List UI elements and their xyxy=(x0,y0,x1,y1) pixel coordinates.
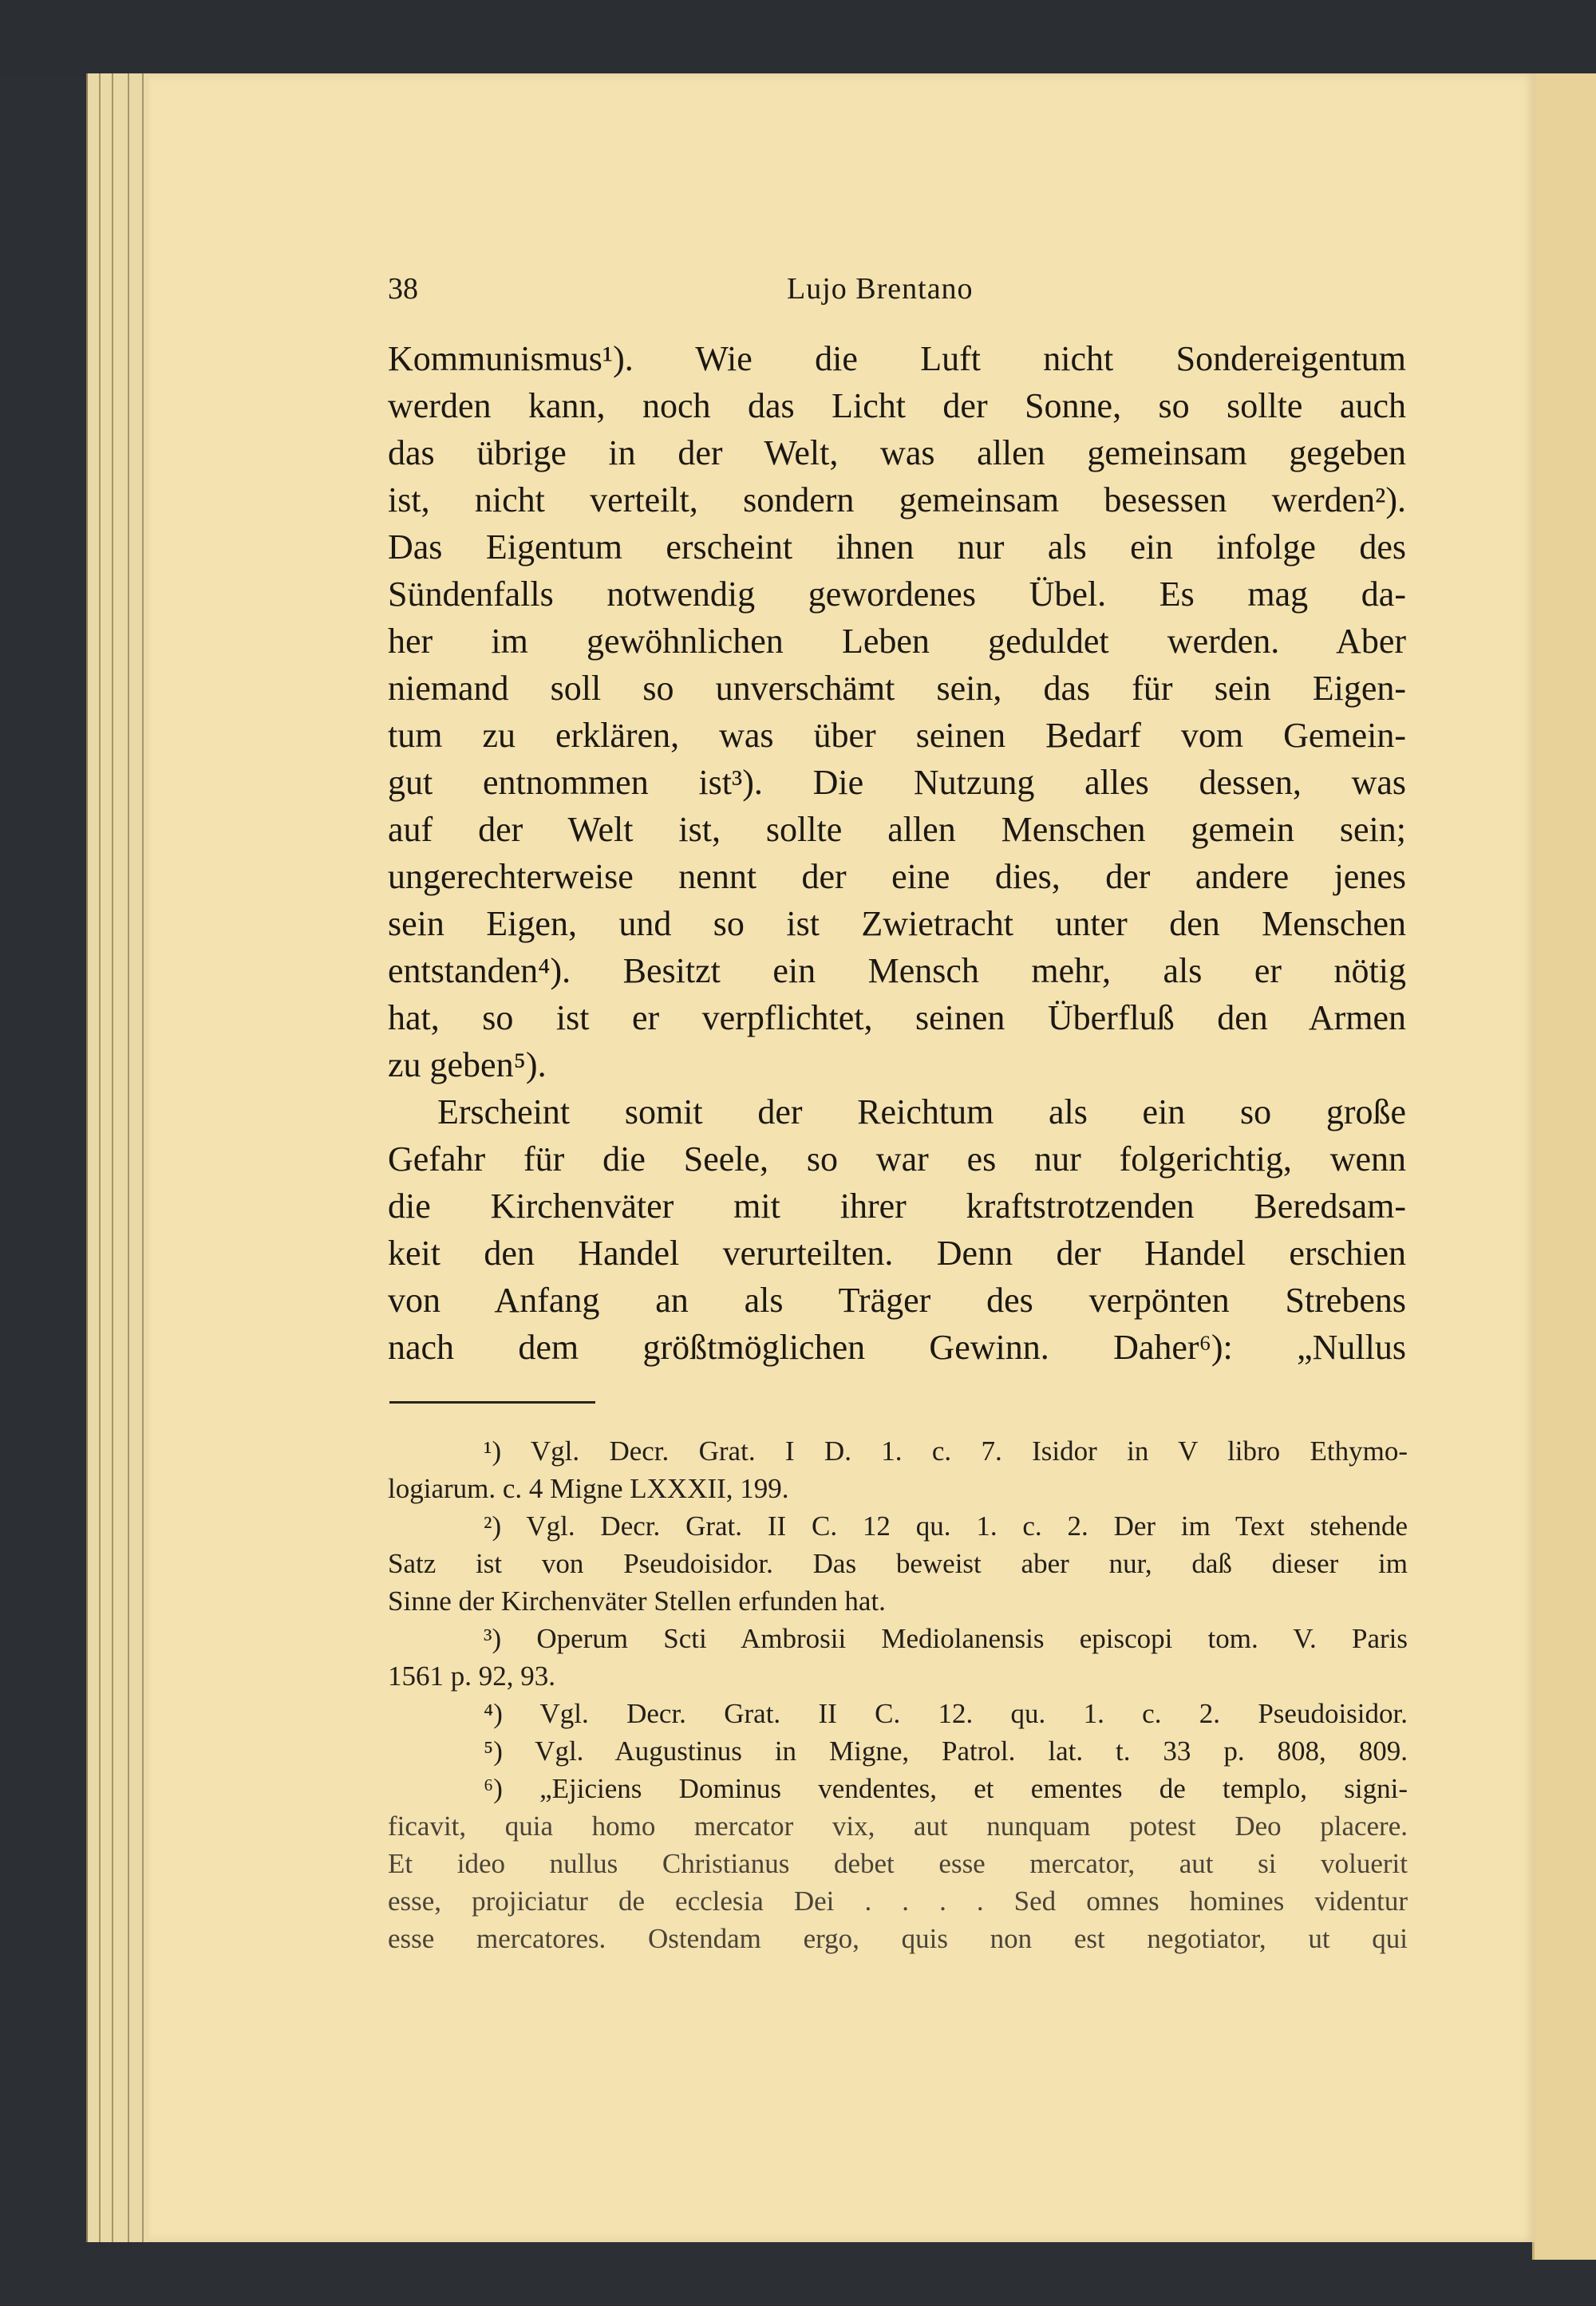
text-line: Gefahr für die Seele, so war es nur folgerichtig, wenn xyxy=(388,1139,1406,1179)
text-line: tum zu erklären, was über seinen Bedarf vom Gemein- xyxy=(388,716,1406,755)
page-edge xyxy=(99,73,101,2242)
footnote-line: ⁶) „Ejiciens Dominus vendentes, et ementes de templo, signi- xyxy=(484,1773,1408,1804)
page-edge xyxy=(112,73,113,2242)
text-line: keit den Handel verurteilten. Denn der Handel erschien xyxy=(388,1234,1406,1273)
text-line: entstanden⁴). Besitzt ein Mensch mehr, als er nötig xyxy=(388,951,1406,990)
text-line: nach dem größtmöglichen Gewinn. Daher⁶): „Nullus xyxy=(388,1328,1406,1367)
text-line: hat, so ist er verpflichtet, seinen Überfluß den Armen xyxy=(388,998,1406,1037)
footnote-line: ficavit, quia homo mercator vix, aut nunquam potest Deo placere. xyxy=(388,1810,1408,1842)
text-line: niemand soll so unverschämt sein, das für sein Eigen- xyxy=(388,669,1406,708)
footnote-line: logiarum. c. 4 Migne LXXXII, 199. xyxy=(388,1473,789,1504)
footnote-line: ¹) Vgl. Decr. Grat. I D. 1. c. 7. Isidor in V libro Ethymo- xyxy=(484,1435,1408,1467)
text-line: Erscheint somit der Reichtum als ein so große xyxy=(437,1092,1406,1131)
page-header xyxy=(388,271,1409,310)
page-edge xyxy=(142,73,144,2242)
text-line: auf der Welt ist, sollte allen Menschen gemein sein; xyxy=(388,810,1406,849)
footnote-line: 1561 p. 92, 93. xyxy=(388,1660,555,1692)
text-line: von Anfang an als Träger des verpönten Strebens xyxy=(388,1281,1406,1320)
text-line: das übrige in der Welt, was allen gemeinsam gegeben xyxy=(388,433,1406,472)
text-line: gut entnommen ist³). Die Nutzung alles dessen, was xyxy=(388,763,1406,802)
text-line: die Kirchenväter mit ihrer kraftstrotzenden Beredsam- xyxy=(388,1187,1406,1226)
text-line: werden kann, noch das Licht der Sonne, so sollte auch xyxy=(388,386,1406,425)
footnote-line: esse mercatores. Ostendam ergo, quis non est negotiator, ut qui xyxy=(388,1923,1408,1954)
footnote-line: ⁵) Vgl. Augustinus in Migne, Patrol. lat. t. 33 p. 808, 809. xyxy=(484,1735,1408,1767)
footnote-line: esse, projiciatur de ecclesia Dei . . . . Sed omnes homines videntur xyxy=(388,1885,1408,1917)
text-line: Sündenfalls notwendig gewordenes Übel. Es mag da- xyxy=(388,575,1406,614)
text-line: Kommunismus¹). Wie die Luft nicht Sondereigentum xyxy=(388,339,1406,378)
footnote-line: ²) Vgl. Decr. Grat. II C. 12 qu. 1. c. 2. Der im Text stehende xyxy=(484,1510,1408,1542)
text-line: her im gewöhnlichen Leben geduldet werden. Aber xyxy=(388,622,1406,661)
footnote-line: Sinne der Kirchenväter Stellen erfunden hat. xyxy=(388,1585,886,1617)
footnote-line: Et ideo nullus Christianus debet esse mercator, aut si voluerit xyxy=(388,1848,1408,1879)
page-edge xyxy=(128,73,129,2242)
running-head: Lujo Brentano xyxy=(787,272,974,306)
text-line: Das Eigentum erscheint ihnen nur als ein infolge des xyxy=(388,527,1406,567)
facing-page-edge xyxy=(1532,73,1596,2260)
body-text xyxy=(388,335,1406,1371)
footnotes xyxy=(388,1432,1408,1957)
footnote-line: ³) Operum Scti Ambrosii Mediolanensis episcopi tom. V. Paris xyxy=(484,1623,1408,1654)
text-line: ist, nicht verteilt, sondern gemeinsam besessen werden²). xyxy=(388,480,1406,519)
text-line: zu geben⁵). xyxy=(388,1045,547,1084)
footnote-line: ⁴) Vgl. Decr. Grat. II C. 12. qu. 1. c. 2. Pseudoisidor. xyxy=(484,1698,1408,1729)
footnote-rule xyxy=(389,1401,595,1404)
text-line: sein Eigen, und so ist Zwietracht unter den Menschen xyxy=(388,904,1406,943)
scan-background xyxy=(0,0,1596,76)
page-number: 38 xyxy=(388,272,418,306)
text-line: ungerechterweise nennt der eine dies, der andere jenes xyxy=(388,857,1406,896)
footnote-line: Satz ist von Pseudoisidor. Das beweist aber nur, daß dieser im xyxy=(388,1548,1408,1579)
